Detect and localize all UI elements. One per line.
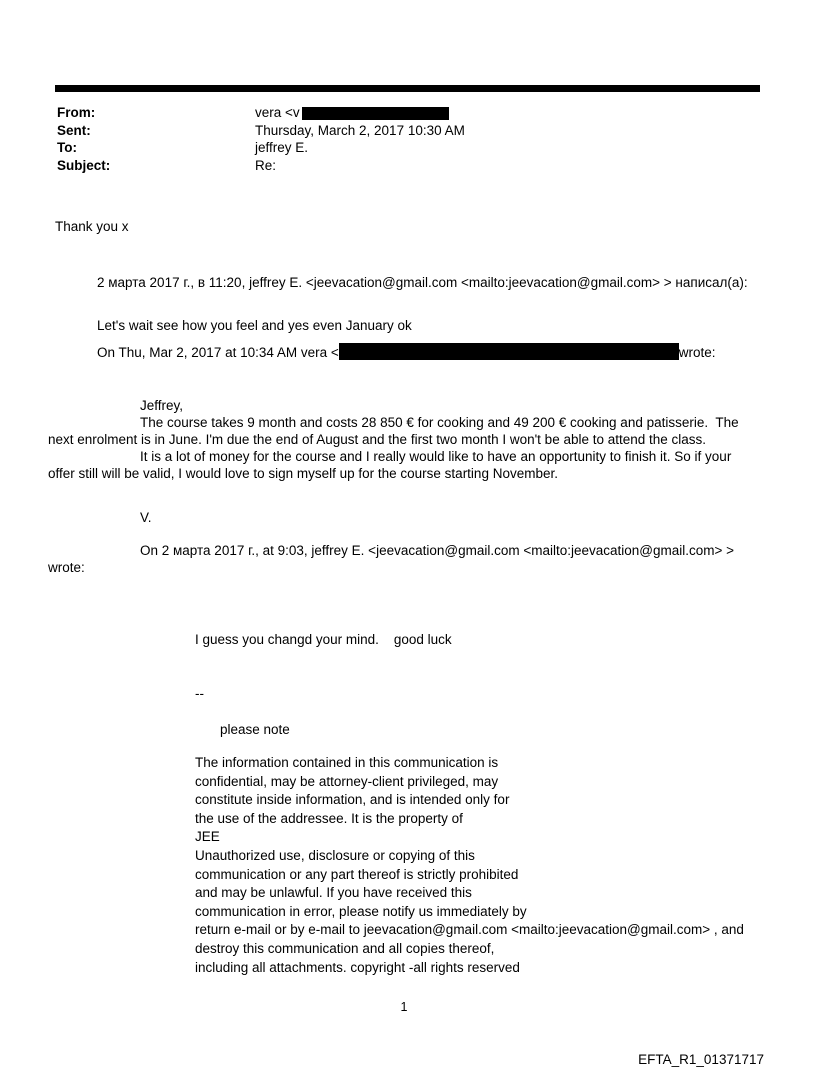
quoted-message-3: I guess you changd your mind. good luck <box>195 632 452 647</box>
disclaimer-line: Unauthorized use, disclosure or copying of this <box>195 847 475 863</box>
disclaimer-line: constitute inside information, and is intended only for <box>195 792 510 808</box>
reply-paragraph-2: It is a lot of money for the course and I really would like to have an opportunity to finish it. So if your offer still will be valid, I would love to sign myself up for the course starting November. <box>48 449 736 481</box>
from-value-text: vera <v <box>255 105 300 120</box>
subject-label: Subject: <box>57 157 111 173</box>
legal-disclaimer <box>195 754 760 977</box>
quoted-reply-header-2 <box>97 343 760 362</box>
quoted-reply-header-1: 2 марта 2017 г., в 11:20, jeffrey E. <jeevacation@gmail.com <mailto:jeevacation@gmail.com> > написал(а): <box>97 275 748 290</box>
signature-divider: -- <box>195 686 204 701</box>
quoted-reply-header-3: On 2 марта 2017 г., at 9:03, jeffrey E. <jeevacation@gmail.com <mailto:jeevacation@gmail.com> > <box>140 543 735 558</box>
disclaimer-line: JEE <box>195 829 220 845</box>
to-label: To: <box>57 140 77 155</box>
redaction-bar-from <box>302 107 449 120</box>
subject-value: Re: <box>255 157 277 173</box>
header-row-subject <box>57 157 760 175</box>
header-row-from <box>57 104 760 122</box>
disclaimer-line: The information contained in this communication is <box>195 755 499 770</box>
message-greeting: Thank you x <box>55 219 129 234</box>
reply-salutation: Jeffrey, <box>140 398 184 413</box>
header-row-to <box>57 139 760 157</box>
disclaimer-line: the use of the addressee. It is the property of <box>195 810 463 826</box>
disclaimer-line: and may be unlawful. If you have received this <box>195 885 472 901</box>
disclaimer-line: communication in error, please notify us immediately by <box>195 903 527 919</box>
quoted-message-1: Let's wait see how you feel and yes even January ok <box>97 318 412 333</box>
sent-label: Sent: <box>57 122 91 138</box>
disclaimer-line: including all attachments. copyright -all rights reserved <box>195 959 520 975</box>
quoted-reply-header-3-wrote: wrote: <box>48 560 85 575</box>
sent-value: Thursday, March 2, 2017 10:30 AM <box>255 122 465 138</box>
quote2-suffix-text: wrote: <box>678 345 716 360</box>
header-row-sent <box>57 122 760 140</box>
to-value: jeffrey E. <box>255 140 309 155</box>
disclaimer-line: communication or any part thereof is strictly prohibited <box>195 866 519 882</box>
email-header <box>57 104 760 174</box>
from-label: From: <box>57 105 96 120</box>
page-content <box>0 85 816 1016</box>
reply-signature: V. <box>140 510 152 525</box>
please-note-label: please note <box>220 722 290 737</box>
header-divider-rule <box>55 85 760 92</box>
disclaimer-line: confidential, may be attorney-client privileged, may <box>195 773 499 789</box>
disclaimer-line: destroy this communication and all copies thereof, <box>195 940 495 956</box>
page-number: 1 <box>400 1000 408 1015</box>
quote2-prefix-text: On Thu, Mar 2, 2017 at 10:34 AM vera < <box>97 345 339 360</box>
from-value <box>255 105 449 120</box>
bates-number: EFTA_R1_01371717 <box>638 1052 764 1067</box>
redaction-bar-quote2 <box>339 343 679 360</box>
reply-paragraph-1: The course takes 9 month and costs 28 850 € for cooking and 49 200 € cooking and patisserie. The next enrolment is in June. I'm due the end of August and the first two month I won't be able to attend the class. <box>48 415 743 447</box>
disclaimer-line: return e-mail or by e-mail to jeevacation@gmail.com <mailto:jeevacation@gmail.com> , and <box>195 922 744 938</box>
